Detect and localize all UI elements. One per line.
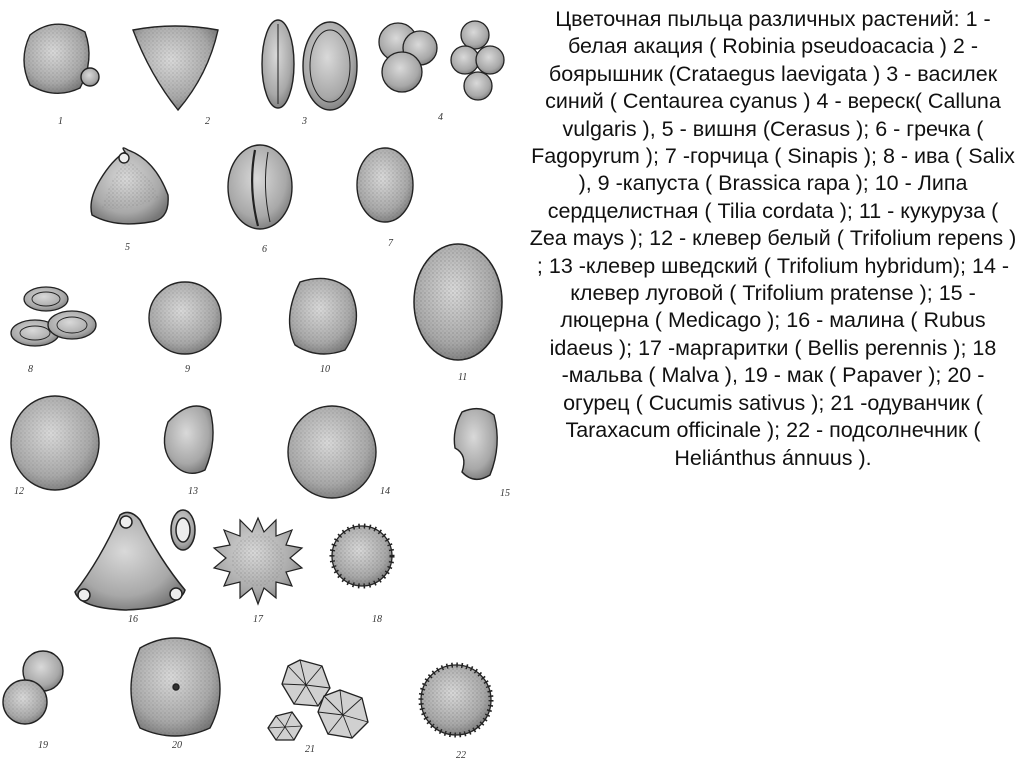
pollen-20	[131, 638, 220, 751]
label-18: 18	[372, 614, 382, 625]
label-2: 2	[205, 116, 210, 127]
label-16: 16	[128, 614, 138, 625]
label-8: 8	[28, 364, 33, 375]
caption-text: Цветочная пыльца различных растений: 1 - белая акация ( Robinia pseudoacacia ) 2 - боярышник (Crataegus laevigata ) 3 - василек синий ( Centaurea cyanus ) 4 - вереск( Calluna vulgaris ), 5 - вишня (Cerasus ); 6 - гречка ( Fagopyrum ); 7 -горчица ( Sinapis ); 8 - ива ( Salix ), 9 -капуста ( Brassica rapa ); 10 - Липа сердцелистная ( Tilia cordata ); 11 - кукуруза ( Zea mays ); 12 - клевер белый ( Trifolium repens ) ; 13 -клевер шведский ( Trifolium hybridum); 14 - клевер луговой ( Trifolium pratense ); 15 - люцерна ( Medicago ); 16 - малина ( Rubus idaeus ); 17 -маргаритки ( Bellis perennis ); 18 -мальва ( Malva ), 19 - мак ( Papaver ); 20 - огурец ( Cucumis sativus ); 21 -одуванчик ( Taraxacum officinale ); 22 - подсолнечник ( Heliánthus ánnuus ).	[529, 7, 1017, 470]
pollen-15	[454, 409, 510, 499]
label-1: 1	[58, 116, 63, 127]
label-22: 22	[456, 750, 466, 761]
pollen-7	[357, 148, 413, 249]
label-19: 19	[38, 740, 48, 751]
label-21: 21	[305, 744, 315, 755]
label-7: 7	[388, 238, 393, 249]
label-12: 12	[14, 486, 24, 497]
label-17: 17	[253, 614, 263, 625]
pollen-3	[262, 20, 357, 127]
pollen-13	[164, 406, 213, 497]
pollen-9	[149, 282, 221, 375]
label-3: 3	[302, 116, 307, 127]
label-11: 11	[458, 372, 468, 383]
label-4: 4	[438, 112, 443, 123]
pollen-1	[24, 24, 99, 127]
label-9: 9	[185, 364, 190, 375]
pollen-16	[75, 510, 195, 625]
pollen-21	[268, 660, 368, 755]
label-5: 5	[125, 242, 130, 253]
pollen-18	[332, 526, 392, 625]
label-14: 14	[380, 486, 390, 497]
pollen-12	[11, 396, 99, 497]
pollen-22	[421, 665, 491, 761]
pollen-4	[379, 21, 504, 123]
pollen-11	[414, 244, 502, 383]
pollen-14	[288, 406, 390, 498]
label-6: 6	[262, 244, 267, 255]
label-15: 15	[500, 488, 510, 499]
pollen-10	[290, 278, 357, 375]
label-13: 13	[188, 486, 198, 497]
pollen-2	[133, 26, 218, 127]
pollen-19	[3, 651, 63, 751]
label-10: 10	[320, 364, 330, 375]
pollen-17	[214, 518, 302, 625]
pollen-8	[11, 287, 96, 375]
label-20: 20	[172, 740, 182, 751]
pollen-6	[228, 145, 292, 255]
pollen-5	[91, 148, 168, 253]
